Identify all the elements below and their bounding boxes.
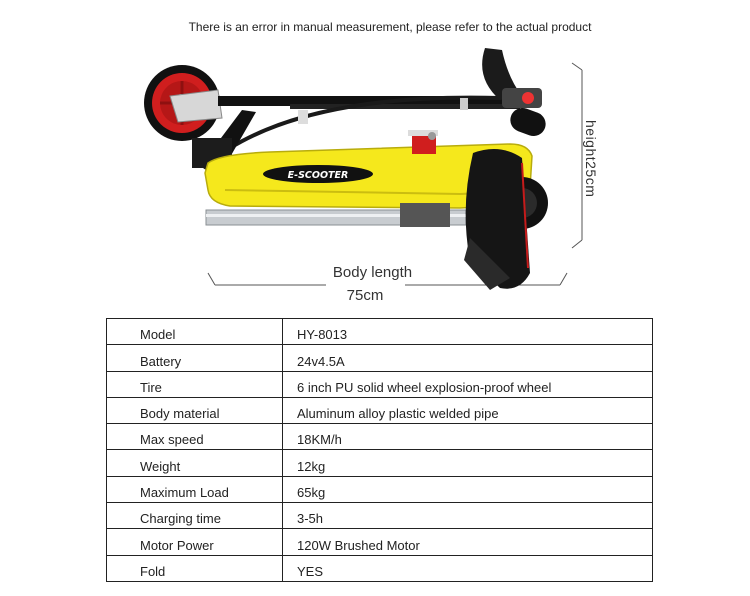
- table-row: [107, 424, 653, 450]
- height-label: [585, 120, 599, 220]
- table-row: [107, 319, 653, 345]
- spec-value: YES: [297, 563, 324, 579]
- spec-table: [106, 318, 653, 582]
- spec-key: Weight: [140, 458, 181, 474]
- table-row: [107, 476, 653, 502]
- body-length-value: 75cm: [346, 287, 384, 304]
- table-row: [107, 397, 653, 423]
- spec-value: Aluminum alloy plastic welded pipe: [297, 406, 499, 422]
- table-row: [107, 450, 653, 476]
- brake-assembly: [408, 130, 438, 154]
- table-row: [107, 555, 653, 581]
- seat: [464, 149, 530, 290]
- spec-value: 12kg: [297, 458, 326, 474]
- handlebar-grips: [482, 48, 549, 139]
- spec-key: Charging time: [140, 511, 221, 527]
- spec-value: 6 inch PU solid wheel explosion-proof wheel: [297, 379, 552, 395]
- spec-key: Motor Power: [140, 537, 214, 553]
- spec-key: Model: [140, 327, 176, 343]
- measurement-notice: There is an error in manual measurement, please refer to the actual product: [188, 20, 592, 34]
- spec-key: Max speed: [140, 432, 204, 448]
- body-length-label: Body length: [332, 264, 413, 281]
- table-row: [107, 345, 653, 371]
- spec-value: 24v4.5A: [297, 353, 345, 369]
- height-dimension-lines: [572, 63, 582, 248]
- table-row: [107, 371, 653, 397]
- spec-key: Maximum Load: [140, 485, 229, 501]
- spec-value: 120W Brushed Motor: [297, 537, 420, 553]
- spec-key: Battery: [140, 353, 182, 369]
- spec-key: Body material: [140, 406, 220, 422]
- fork-bracket: [170, 90, 222, 122]
- spec-value: 18KM/h: [297, 432, 342, 448]
- spec-value: 3-5h: [297, 511, 324, 527]
- height-label-text: height25cm: [583, 120, 599, 198]
- scooter-product-image: [130, 38, 610, 298]
- spec-value: 65kg: [297, 485, 326, 501]
- spec-key: Fold: [140, 563, 166, 579]
- table-row: [107, 529, 653, 555]
- table-row: [107, 503, 653, 529]
- handlebar-stem: [218, 96, 520, 148]
- deck-brand-text: E-SCOOTER: [287, 170, 349, 181]
- spec-key: Tire: [140, 379, 162, 395]
- spec-value: HY-8013: [297, 327, 348, 343]
